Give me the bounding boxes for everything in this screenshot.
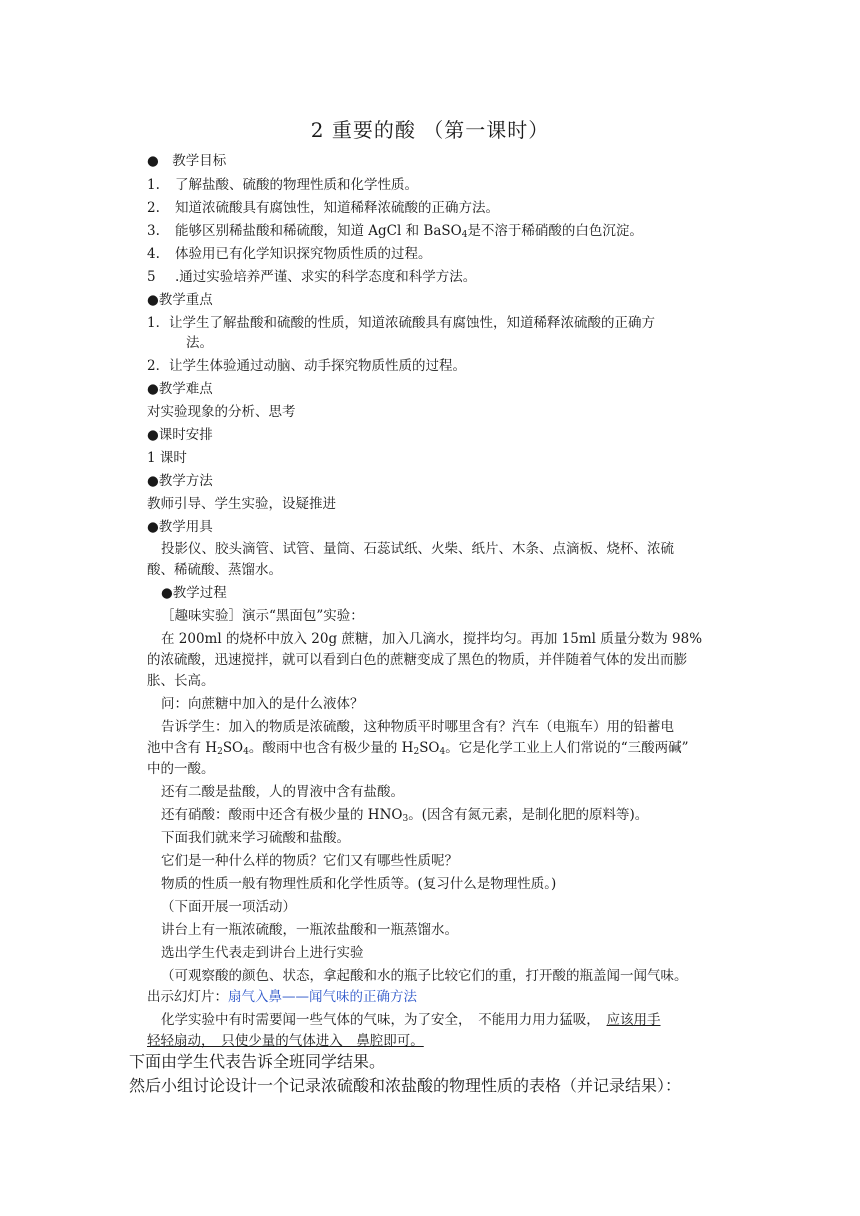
text-run: SO <box>419 740 440 756</box>
goal-num: 2. <box>147 200 160 216</box>
process-heading: ●教学过程 <box>161 585 227 601</box>
goal-num: 1. <box>147 177 160 193</box>
subscript: 2 <box>217 747 223 757</box>
paragraph-line: 还有二酸是盐酸，人的胃液中含有盐酸。 <box>161 784 404 800</box>
subscript: 4 <box>243 747 249 757</box>
key-point-2 <box>147 357 466 375</box>
underlined-text: 轻轻扇动， 只使少量的气体进入 鼻腔即可。 <box>147 1033 424 1049</box>
key-point-1-continued: 法。 <box>186 335 213 351</box>
text-run: 还有硝酸：酸雨中还含有极少量的 HNO <box>161 807 403 823</box>
schedule-heading: ●课时安排 <box>147 427 213 443</box>
goal-item-4 <box>147 245 432 263</box>
paragraph-line: 的浓硫酸，迅速搅拌，就可以看到白色的蔗糖变成了黑色的物质，并伴随着气体的发出而膨 <box>147 652 687 668</box>
goal-item-3 <box>147 222 643 240</box>
text-run: 池中含有 H <box>147 740 218 756</box>
goal-text: 体验用已有化学知识探究物质性质的过程。 <box>175 246 432 262</box>
key-point-text: 让学生体验通过动脑、动手探究物质性质的过程。 <box>169 358 466 374</box>
tools-heading: ●教学用具 <box>147 519 213 535</box>
subscript: 2 <box>413 747 420 757</box>
goal-num: 3. <box>147 223 160 239</box>
paragraph-line: 它们是一种什么样的物质？它们又有哪些性质呢？ <box>161 853 458 869</box>
key-point-text: 让学生了解盐酸和硫酸的性质，知道浓硫酸具有腐蚀性，知道稀释浓硫酸的正确方 <box>169 315 655 331</box>
text-run: 。它是化学工业上人们常说的“三酸两碱” <box>445 740 689 756</box>
tools-text-line1: 投影仪、胶头滴管、试管、量筒、石蕊试纸、火柴、纸片、木条、点滴板、烧杯、浓硫 <box>161 541 674 557</box>
paragraph-line <box>147 988 417 1006</box>
paragraph-line <box>147 739 689 757</box>
paragraph-line: 下面由学生代表告诉全班同学结果。 <box>129 1052 386 1071</box>
goal-text: 知道浓硫酸具有腐蚀性，知道稀释浓硫酸的正确方法。 <box>175 200 499 216</box>
paragraph-line: （下面开展一项活动） <box>161 899 296 915</box>
key-points-heading: ●教学重点 <box>147 292 213 308</box>
paragraph-line: 物质的性质一般有物理性质和化学性质等。(复习什么是物理性质。) <box>161 876 557 892</box>
tools-text-line2: 酸、稀硫酸、蒸馏水。 <box>147 562 282 578</box>
slide-title-link: 扇气入鼻——闻气味的正确方法 <box>228 989 417 1005</box>
goal-text: 能够区别稀盐酸和稀硫酸，知道 AgCl 和 BaSO <box>175 223 462 239</box>
subscript: 4 <box>439 747 446 757</box>
goal-item-5 <box>147 268 476 286</box>
goal-text: 了解盐酸、硫酸的物理性质和化学性质。 <box>175 177 418 193</box>
schedule-text: 1 课时 <box>147 450 187 466</box>
subscript: 4 <box>461 230 468 240</box>
paragraph-line: 中的一酸。 <box>147 761 215 777</box>
text-run: 。(因含有氮元素，是制化肥的原料等)。 <box>408 807 649 823</box>
text-run: 化学实验中有时需要闻一些气体的气味，为了安全， 不能用力用力猛吸， <box>161 1012 607 1028</box>
page-title: 2 重要的酸 （第一课时） <box>310 118 550 142</box>
paragraph-line <box>161 1011 661 1029</box>
text-run: SO <box>222 740 244 756</box>
paragraph-line: 告诉学生：加入的物质是浓硫酸，这种物质平时哪里含有？汽车（电瓶车）用的铅蓄电 <box>161 719 674 735</box>
goal-text: .通过实验培养严谨、求实的科学态度和科学方法。 <box>175 269 477 285</box>
paragraph-line: （可观察酸的颜色、状态，拿起酸和水的瓶子比较它们的重，打开酸的瓶盖闻一闻气味。 <box>161 968 688 984</box>
paragraph-line <box>161 806 648 824</box>
goal-item-2 <box>147 199 499 217</box>
paragraph-line: 选出学生代表走到讲台上进行实验 <box>161 945 364 961</box>
goal-num: 5 <box>147 269 156 285</box>
method-heading: ●教学方法 <box>147 473 213 489</box>
subscript: 3 <box>402 814 409 824</box>
key-point-num: 2． <box>147 358 170 374</box>
text-run: 。酸雨中也含有极少量的 H <box>248 740 414 756</box>
text-run: 出示幻灯片： <box>147 989 228 1005</box>
paragraph-line: 胀、长高。 <box>147 673 215 689</box>
paragraph-line: 然后小组讨论设计一个记录浓硫酸和浓盐酸的物理性质的表格（并记录结果）： <box>129 1076 682 1095</box>
demo-heading: ［趣味实验］演示“黑面包”实验： <box>161 608 364 624</box>
goals-heading: ● 教学目标 <box>147 153 227 169</box>
key-point-1 <box>147 314 655 332</box>
difficulty-text: 对实验现象的分析、思考 <box>147 404 296 420</box>
paragraph-line: 在 200ml 的烧杯中放入 20g 蔗糖，加入几滴水，搅拌均匀。再加 15ml 质量分数为 98% <box>161 631 703 647</box>
key-point-num: 1． <box>147 315 170 331</box>
method-text: 教师引导、学生实验，设疑推进 <box>147 496 336 512</box>
underlined-text: 应该用手 <box>606 1012 661 1028</box>
paragraph-line: 讲台上有一瓶浓硫酸，一瓶浓盐酸和一瓶蒸馏水。 <box>161 922 458 938</box>
goal-num: 4. <box>147 246 160 262</box>
question-text: 问：向蔗糖中加入的是什么液体？ <box>161 696 364 712</box>
goal-item-1 <box>147 176 418 194</box>
difficulty-heading: ●教学难点 <box>147 381 213 397</box>
paragraph-line: 下面我们就来学习硫酸和盐酸。 <box>161 830 350 846</box>
goal-text: 是不溶于稀硝酸的白色沉淀。 <box>467 223 643 239</box>
